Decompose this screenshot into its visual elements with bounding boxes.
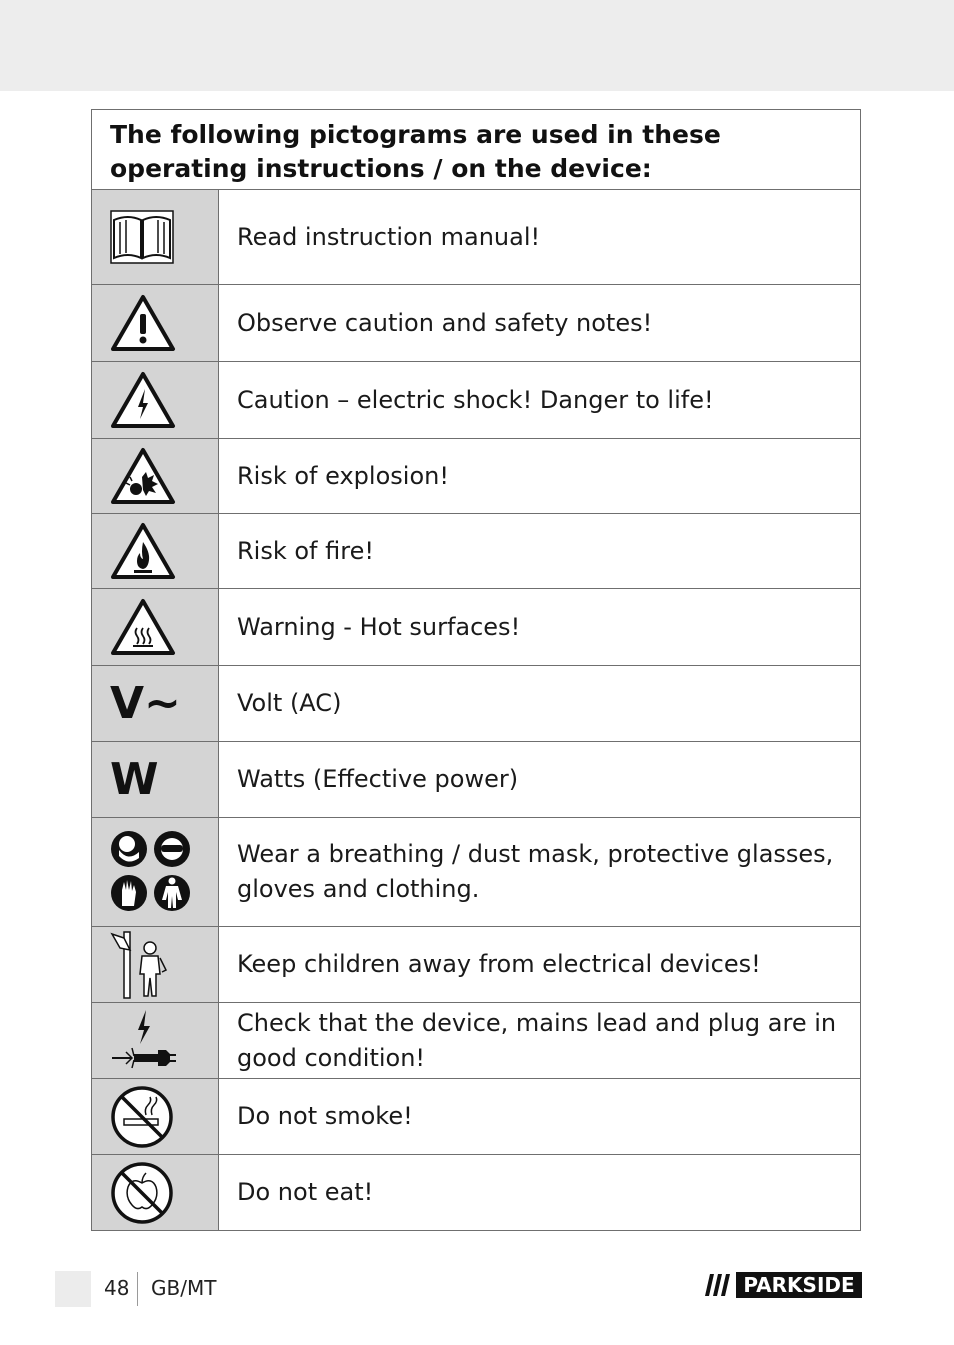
page-number: 48 [104, 1276, 130, 1300]
icon-cell [92, 514, 219, 588]
volt-ac-symbol: V~ [110, 677, 181, 729]
icon-cell [92, 285, 219, 361]
protective-clothing-icon [154, 875, 190, 911]
explosion-warning-icon [110, 447, 176, 505]
row-text: Keep children away from electrical devices! [237, 950, 761, 978]
keep-children-away-icon [110, 930, 168, 1000]
icon-cell [92, 1003, 219, 1078]
table-row [92, 742, 860, 818]
book-icon [110, 210, 174, 264]
icon-cell [92, 589, 219, 665]
table-row [92, 285, 860, 362]
row-text: Observe caution and safety notes! [237, 308, 653, 337]
row-text: Volt (AC) [237, 689, 342, 717]
warning-exclamation-icon [110, 294, 176, 352]
icon-cell [92, 818, 219, 926]
icon-cell [92, 190, 219, 284]
brand-stripes-icon [704, 1272, 734, 1298]
table-row [92, 589, 860, 666]
row-text: Do not smoke! [237, 1102, 413, 1130]
row-text: Check that the device, mains lead and plug are in good condition! [237, 1008, 837, 1072]
hot-surface-warning-icon [110, 598, 176, 656]
language-code: GB/MT [151, 1276, 217, 1300]
parkside-logo [704, 1272, 862, 1298]
footer-marker [55, 1271, 91, 1307]
table-row [92, 927, 860, 1003]
icon-cell [92, 362, 219, 438]
table-row [92, 818, 860, 927]
row-text: Risk of explosion! [237, 461, 449, 490]
damaged-cable-plug-icon [110, 1008, 176, 1074]
icon-cell [92, 666, 219, 741]
table-row [92, 439, 860, 514]
safety-glasses-icon [154, 831, 190, 867]
table-row [92, 362, 860, 439]
row-text: Caution – electric shock! Danger to life! [237, 385, 714, 414]
table-row [92, 1079, 860, 1155]
gloves-icon [111, 875, 147, 911]
table-row [92, 514, 860, 589]
icon-cell [92, 742, 219, 817]
no-smoking-icon [110, 1085, 174, 1149]
pictogram-table [91, 109, 861, 1231]
table-row [92, 666, 860, 742]
icon-cell [92, 1079, 219, 1154]
row-text: Do not eat! [237, 1178, 374, 1206]
fire-warning-icon [110, 522, 176, 580]
row-text: Watts (Effective power) [237, 765, 519, 793]
icon-cell [92, 1155, 219, 1230]
brand-name: PARKSIDE [736, 1272, 862, 1298]
table-row [92, 1155, 860, 1230]
no-eating-icon [110, 1161, 174, 1225]
table-row [92, 190, 860, 285]
icon-cell [92, 927, 219, 1002]
watts-symbol: W [110, 753, 159, 805]
row-text: Wear a breathing / dust mask, protective glasses, gloves and clothing. [237, 840, 834, 903]
top-band [0, 0, 954, 91]
electric-shock-warning-icon [110, 371, 176, 429]
table-header: The following pictograms are used in these operating instructions / on the device: [92, 110, 860, 190]
footer-divider [137, 1272, 138, 1306]
icon-cell [92, 439, 219, 513]
row-text: Read instruction manual! [237, 222, 541, 251]
table-row [92, 1003, 860, 1079]
ppe-icons [110, 830, 192, 914]
row-text: Warning - Hot surfaces! [237, 612, 521, 641]
row-text: Risk of fire! [237, 536, 374, 565]
dust-mask-icon [111, 831, 147, 867]
